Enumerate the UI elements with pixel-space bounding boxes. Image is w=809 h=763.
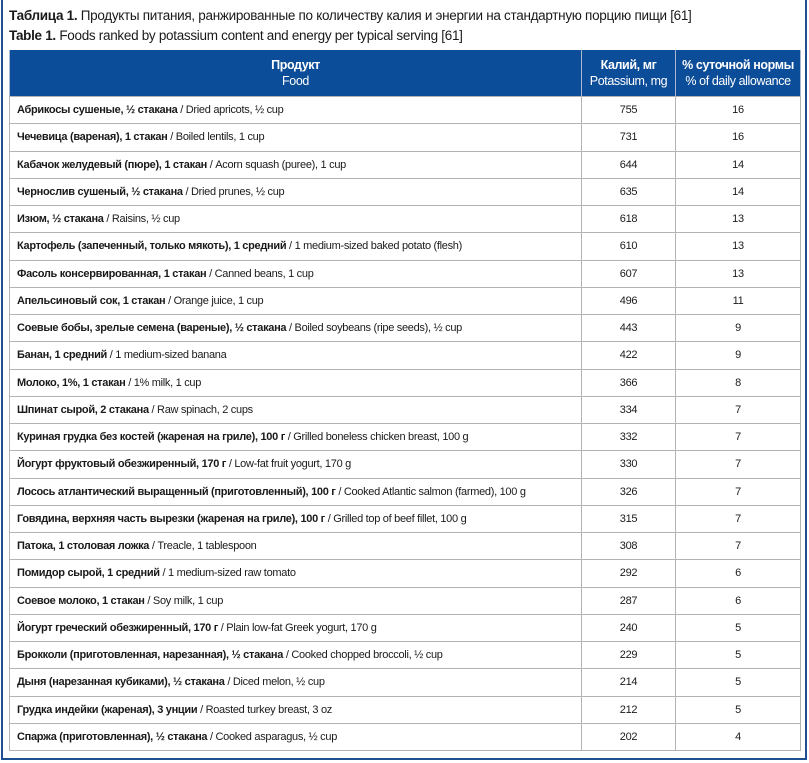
food-name-en: / Orange juice, 1 cup	[165, 294, 264, 307]
table-row	[10, 97, 801, 124]
daily-allowance-value: 11	[676, 287, 801, 314]
potassium-value: 202	[582, 723, 676, 750]
header-food-ru: Продукт	[271, 58, 320, 72]
daily-allowance-value: 14	[676, 151, 801, 178]
potassium-value: 731	[582, 124, 676, 151]
food-cell	[10, 342, 582, 369]
food-cell	[10, 260, 582, 287]
potassium-value: 644	[582, 151, 676, 178]
food-cell	[10, 505, 582, 532]
food-name-en: / Raisins, ½ cup	[103, 213, 180, 226]
table-row	[10, 451, 801, 478]
daily-allowance-value: 13	[676, 206, 801, 233]
food-name-ru: Брокколи (приготовленная, нарезанная), ½ стакана	[17, 649, 284, 662]
potassium-value: 332	[582, 424, 676, 451]
food-cell	[10, 369, 582, 396]
table-row	[10, 560, 801, 587]
food-cell	[10, 424, 582, 451]
table-row	[10, 233, 801, 260]
food-name-ru: Шпинат сырой, 2 стакана	[17, 403, 149, 416]
header-daily-allowance	[676, 50, 801, 97]
food-name-ru: Абрикосы сушеные, ½ стакана	[17, 104, 178, 117]
food-name-en: / Plain low-fat Greek yogurt, 170 g	[218, 621, 377, 634]
potassium-value: 607	[582, 260, 676, 287]
potassium-value: 496	[582, 287, 676, 314]
potassium-value: 635	[582, 178, 676, 205]
potassium-value: 240	[582, 614, 676, 641]
daily-allowance-value: 5	[676, 642, 801, 669]
potassium-value: 334	[582, 396, 676, 423]
food-name-en: / Low-fat fruit yogurt, 170 g	[226, 458, 351, 471]
daily-allowance-value: 8	[676, 369, 801, 396]
header-potassium-ru: Калий, мг	[600, 58, 657, 72]
table-row	[10, 396, 801, 423]
header-daily-ru: % суточной нормы	[682, 58, 794, 72]
daily-allowance-value: 4	[676, 723, 801, 750]
daily-allowance-value: 13	[676, 260, 801, 287]
table-row	[10, 614, 801, 641]
food-name-en: / Dried apricots, ½ cup	[177, 104, 284, 117]
food-cell	[10, 533, 582, 560]
caption-en-label: Table 1.	[9, 28, 56, 43]
daily-allowance-value: 9	[676, 342, 801, 369]
food-name-ru: Кабачок желудевый (пюре), 1 стакан	[17, 158, 207, 171]
daily-allowance-value: 7	[676, 533, 801, 560]
potassium-value: 287	[582, 587, 676, 614]
food-name-en: / Grilled top of beef fillet, 100 g	[324, 512, 467, 525]
food-name-en: / Cooked Atlantic salmon (farmed), 100 g	[335, 485, 526, 498]
potassium-value: 214	[582, 669, 676, 696]
food-name-ru: Соевые бобы, зрелые семена (вареные), ½ стакана	[17, 322, 287, 335]
caption-ru	[9, 6, 692, 26]
table-row	[10, 723, 801, 750]
table-row	[10, 478, 801, 505]
potassium-value: 755	[582, 97, 676, 124]
food-name-ru: Соевое молоко, 1 стакан	[17, 594, 145, 607]
table-row	[10, 206, 801, 233]
daily-allowance-value: 9	[676, 315, 801, 342]
food-name-ru: Йогурт фруктовый обезжиренный, 170 г	[17, 458, 227, 471]
header-food-en: Food	[282, 74, 309, 88]
daily-allowance-value: 7	[676, 451, 801, 478]
food-name-ru: Дыня (нарезанная кубиками), ½ стакана	[17, 676, 225, 689]
daily-allowance-value: 7	[676, 478, 801, 505]
food-name-ru: Банан, 1 средний	[17, 349, 108, 362]
table-row	[10, 642, 801, 669]
food-cell	[10, 124, 582, 151]
food-name-ru: Апельсиновый сок, 1 стакан	[17, 294, 166, 307]
caption-ru-label: Таблица 1.	[9, 8, 78, 23]
potassium-value: 610	[582, 233, 676, 260]
food-cell	[10, 97, 582, 124]
food-name-ru: Чечевица (вареная), 1 стакан	[17, 131, 168, 144]
daily-allowance-value: 16	[676, 97, 801, 124]
food-name-en: / Soy milk, 1 cup	[144, 594, 224, 607]
food-cell	[10, 178, 582, 205]
food-name-ru: Спаржа (приготовленная), ½ стакана	[17, 730, 208, 743]
daily-allowance-value: 7	[676, 396, 801, 423]
food-cell	[10, 478, 582, 505]
daily-allowance-value: 16	[676, 124, 801, 151]
food-cell	[10, 723, 582, 750]
food-name-en: / Raw spinach, 2 cups	[148, 403, 253, 416]
food-name-en: / Boiled lentils, 1 cup	[167, 131, 265, 144]
daily-allowance-value: 5	[676, 696, 801, 723]
food-name-en: / Dried prunes, ½ cup	[182, 185, 285, 198]
food-name-en: / Cooked chopped broccoli, ½ cup	[283, 649, 443, 662]
table-row	[10, 287, 801, 314]
table-row	[10, 315, 801, 342]
table-row	[10, 424, 801, 451]
food-cell	[10, 696, 582, 723]
table-row	[10, 260, 801, 287]
food-cell	[10, 669, 582, 696]
food-cell	[10, 315, 582, 342]
food-name-ru: Молоко, 1%, 1 стакан	[17, 376, 126, 389]
table-body	[10, 97, 801, 751]
food-cell	[10, 560, 582, 587]
food-cell	[10, 206, 582, 233]
food-name-en: / Treacle, 1 tablespoon	[149, 540, 257, 553]
food-name-ru: Помидор сырой, 1 средний	[17, 567, 160, 580]
header-food	[10, 50, 582, 97]
potassium-value: 422	[582, 342, 676, 369]
food-cell	[10, 587, 582, 614]
potassium-value: 308	[582, 533, 676, 560]
food-cell	[10, 642, 582, 669]
header-potassium	[582, 50, 676, 97]
food-cell	[10, 451, 582, 478]
food-name-en: / Acorn squash (puree), 1 cup	[206, 158, 346, 171]
caption-en-text: Foods ranked by potassium content and energy per typical serving [61]	[55, 28, 463, 43]
food-name-en: / Roasted turkey breast, 3 oz	[197, 703, 333, 716]
potassium-value: 212	[582, 696, 676, 723]
daily-allowance-value: 5	[676, 669, 801, 696]
food-cell	[10, 287, 582, 314]
daily-allowance-value: 6	[676, 587, 801, 614]
food-name-en: / 1 medium-sized baked potato (flesh)	[286, 240, 462, 253]
food-cell	[10, 151, 582, 178]
table-row	[10, 124, 801, 151]
food-name-en: / Grilled boneless chicken breast, 100 g	[284, 431, 469, 444]
potassium-value: 326	[582, 478, 676, 505]
food-name-ru: Куриная грудка без костей (жареная на гриле), 100 г	[17, 431, 285, 444]
table-row	[10, 533, 801, 560]
daily-allowance-value: 7	[676, 424, 801, 451]
food-cell	[10, 614, 582, 641]
table-row	[10, 342, 801, 369]
daily-allowance-value: 5	[676, 614, 801, 641]
food-name-en: / Diced melon, ½ cup	[224, 676, 325, 689]
food-cell	[10, 396, 582, 423]
header-potassium-en: Potassium, mg	[589, 74, 668, 88]
potassium-value: 330	[582, 451, 676, 478]
food-name-en: / 1 medium-sized banana	[107, 349, 227, 362]
potassium-table	[9, 50, 801, 751]
food-name-ru: Говядина, верхняя часть вырезки (жареная на гриле), 100 г	[17, 512, 325, 525]
potassium-value: 618	[582, 206, 676, 233]
daily-allowance-value: 6	[676, 560, 801, 587]
food-name-en: / 1 medium-sized raw tomato	[159, 567, 296, 580]
food-name-ru: Йогурт греческий обезжиренный, 170 г	[17, 621, 219, 634]
daily-allowance-value: 13	[676, 233, 801, 260]
food-name-en: / 1% milk, 1 cup	[125, 376, 202, 389]
table-row	[10, 696, 801, 723]
header-daily-en: % of daily allowance	[685, 74, 791, 88]
table-row	[10, 151, 801, 178]
food-name-ru: Изюм, ½ стакана	[17, 213, 104, 226]
potassium-value: 292	[582, 560, 676, 587]
food-name-ru: Фасоль консервированная, 1 стакан	[17, 267, 207, 280]
potassium-value: 229	[582, 642, 676, 669]
table-row	[10, 369, 801, 396]
food-cell	[10, 233, 582, 260]
caption-ru-text: Продукты питания, ранжированные по количеству калия и энергии на стандартную порцию пищи [61]	[77, 8, 692, 23]
food-name-ru: Грудка индейки (жареная), 3 унции	[17, 703, 198, 716]
food-name-ru: Чернослив сушеный, ½ стакана	[17, 185, 183, 198]
table-row	[10, 669, 801, 696]
potassium-value: 315	[582, 505, 676, 532]
daily-allowance-value: 7	[676, 505, 801, 532]
food-name-ru: Патока, 1 столовая ложка	[17, 540, 150, 553]
potassium-value: 443	[582, 315, 676, 342]
food-name-en: / Canned beans, 1 cup	[206, 267, 314, 280]
header-row	[10, 50, 801, 97]
table-caption	[9, 6, 692, 46]
potassium-value: 366	[582, 369, 676, 396]
table-row	[10, 178, 801, 205]
table-row	[10, 587, 801, 614]
food-name-en: / Cooked asparagus, ½ cup	[207, 730, 338, 743]
daily-allowance-value: 14	[676, 178, 801, 205]
food-name-ru: Картофель (запеченный, только мякоть), 1 средний	[17, 240, 287, 253]
food-name-en: / Boiled soybeans (ripe seeds), ½ cup	[286, 322, 462, 335]
food-name-ru: Лосось атлантический выращенный (приготовленный), 100 г	[17, 485, 336, 498]
table-row	[10, 505, 801, 532]
caption-en	[9, 26, 692, 46]
